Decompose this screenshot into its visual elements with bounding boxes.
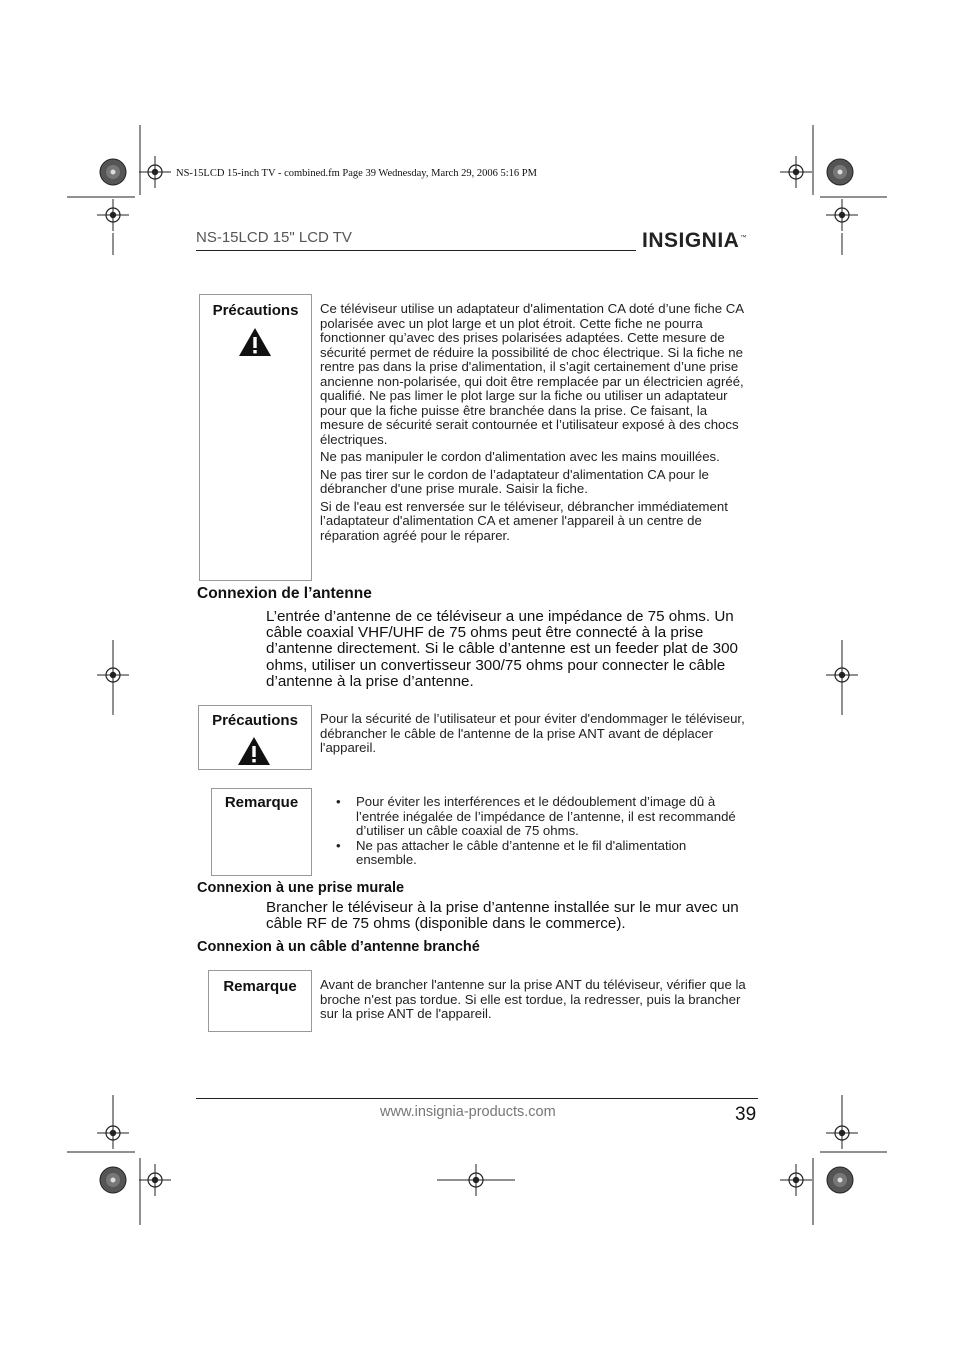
note-label: Remarque <box>224 794 299 811</box>
section-body: L’entrée d’antenne de ce téléviseur a une impédance de 75 ohms. Un câble coaxial VHF/UHF de 75 ohms peut être connecté à la prise d’antenne directement. Si le câble d’antenne est un feeder plat de 300 ohms, utiliser un convertisseur 300/75 ohms pour connecter le câble d’antenne à la prise d’antenne. <box>266 608 738 690</box>
caution-label: Précautions <box>212 712 298 729</box>
caution-paragraph: Ce téléviseur utilise un adaptateur d'alimentation CA doté d’une fiche CA polarisée avec un plot large et un plot étroit. Cette fiche ne pourra fonctionner qu’avec des prises polarisées adaptées. Cette mesure de sécurité permet de réduire la possibilité de choc électrique. Si la fiche ne rentre pas dans la prise d'alimentation, il s’agit certainement d’une prise ancienne non-polarisée, qui doit être remplacée par un électricien agréé, qualifié. Ne pas limer le plot large sur la fiche ou utiliser un adaptateur pour que la fiche puisse être branchée dans la prise. Ce faisant, la mesure de sécurité serait contournée et l’utilisateur exposé à des chocs électriques. <box>320 301 744 447</box>
note-text <box>320 795 750 868</box>
document-title: NS-15LCD 15" LCD TV <box>196 229 352 246</box>
caution-paragraph: Si de l'eau est renversée sur le téléviseur, débrancher immédiatement l’adaptateur d'alimentation CA et amener l'appareil à un centre de réparation agréé pour le réparer. <box>320 498 728 543</box>
subsection-heading: Connexion à une prise murale <box>197 880 405 896</box>
warning-icon <box>237 736 271 766</box>
caution-label: Précautions <box>212 302 299 319</box>
insignia-logo: INSIGNIA™ <box>642 229 747 252</box>
caution-paragraph: Ne pas manipuler le cordon d'alimentation avec les mains mouillées. <box>320 449 720 464</box>
note-text: Avant de brancher l'antenne sur la prise ANT du téléviseur, vérifier que la broche n'est pas tordue. Si elle est tordue, la redresser, puis la brancher sur la prise ANT de l'appareil. <box>320 977 746 1021</box>
header-rule <box>196 250 636 251</box>
caution-text: Pour la sécurité de l’utilisateur et pour éviter d'endommager le téléviseur, débrancher le câble de l'antenne de la prise ANT avant de déplacer l'appareil. <box>320 711 745 755</box>
caution-paragraph: Ne pas tirer sur le cordon de l’adaptateur d'alimentation CA pour le débrancher d'une prise murale. Saisir la fiche. <box>320 466 709 496</box>
page-number: 39 <box>735 1104 757 1125</box>
note-box <box>208 970 312 1032</box>
subsection-heading: Connexion à un câble d’antenne branché <box>197 939 480 955</box>
list-item: • Ne pas attacher le câble d’antenne et le fil d'alimentation ensemble. <box>320 839 750 868</box>
note-box <box>211 788 312 876</box>
caution-box <box>199 294 312 581</box>
list-item: • Pour éviter les interférences et le dédoublement d’image dû à l’entrée inégalée de l’impédance de l’antenne, il est recommandé d’utiliser un câble coaxial de 75 ohms. <box>320 795 750 839</box>
caution-text <box>320 302 750 546</box>
footer-url: www.insignia-products.com <box>380 1104 556 1120</box>
section-heading: Connexion de l’antenne <box>197 585 372 602</box>
subsection-body: Brancher le téléviseur à la prise d’antenne installée sur le mur avec un câble RF de 75 ohms (disponible dans le commerce). <box>266 899 739 933</box>
footer-rule <box>196 1098 758 1099</box>
warning-icon <box>238 327 272 357</box>
print-slug: NS-15LCD 15-inch TV - combined.fm Page 39 Wednesday, March 29, 2006 5:16 PM <box>176 168 537 179</box>
caution-box <box>198 705 312 770</box>
note-label: Remarque <box>223 978 297 995</box>
